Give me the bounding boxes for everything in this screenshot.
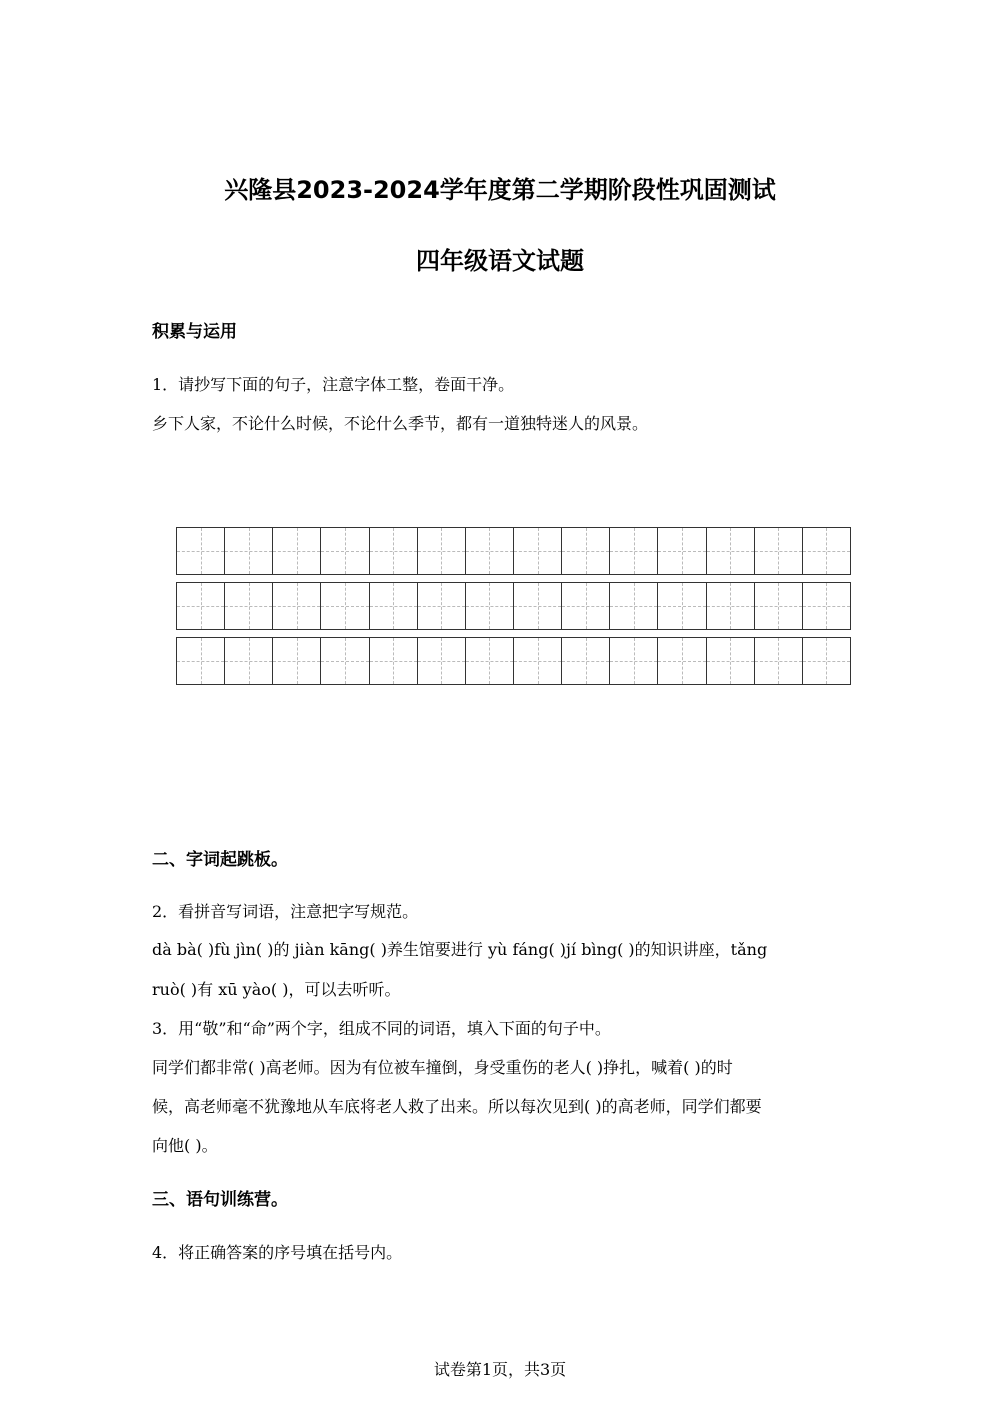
writing-grid-cell[interactable] [562,528,610,574]
question-2-line-1: dà bà( )fù jìn( )的 jiàn kāng( )养生馆要进行 yù fáng( )jí bìng( )的知识讲座，tǎng [152,940,768,959]
writing-grid-cell[interactable] [177,638,225,684]
question-3-line-2: 候，高老师毫不犹豫地从车底将老人救了出来。所以每次见到( )的高老师，同学们都要 [152,1097,762,1116]
question-2-line-2: ruò( )有 xū yào( )，可以去听听。 [152,980,401,999]
question-1-sentence: 乡下人家，不论什么时候，不论什么季节，都有一道独特迷人的风景。 [152,414,649,433]
writing-grid-cell[interactable] [273,583,321,629]
writing-grid-cell[interactable] [418,528,466,574]
writing-grid-cell[interactable] [803,638,850,684]
writing-grid-cell[interactable] [225,638,273,684]
question-3-line-1: 同学们都非常( )高老师。因为有位被车撞倒，身受重伤的老人( )挣扎，喊着( )的时 [152,1058,733,1077]
exam-title: 兴隆县2023-2024学年度第二学期阶段性巩固测试 [224,176,776,204]
section-heading-accumulation: 积累与运用 [152,322,237,342]
exam-subtitle: 四年级语文试题 [416,247,584,275]
writing-grid-cell[interactable] [514,528,562,574]
writing-grid-cell[interactable] [466,638,514,684]
writing-grid-cell[interactable] [418,638,466,684]
writing-grid-cell[interactable] [225,583,273,629]
writing-grid-cell[interactable] [321,583,369,629]
writing-grid-cell[interactable] [610,528,658,574]
writing-grid-row [176,637,851,685]
writing-grid-cell[interactable] [370,583,418,629]
writing-grid-cell[interactable] [514,638,562,684]
writing-grid-cell[interactable] [466,528,514,574]
writing-grid-cell[interactable] [273,638,321,684]
writing-grid-cell[interactable] [514,583,562,629]
writing-grid-cell[interactable] [466,583,514,629]
writing-grid-row [176,527,851,575]
writing-grid-cell[interactable] [562,583,610,629]
writing-grid-cell[interactable] [658,528,706,574]
section-heading-sentences: 三、语句训练营。 [152,1190,288,1210]
writing-grid-cell[interactable] [707,583,755,629]
section-heading-vocabulary: 二、字词起跳板。 [152,850,288,870]
writing-grid-cell[interactable] [610,583,658,629]
question-2-prompt: 2．看拼音写词语，注意把字写规范。 [152,902,419,921]
question-3-prompt: 3．用“敬”和“命”两个字，组成不同的词语，填入下面的句子中。 [152,1019,611,1038]
writing-grid-cell[interactable] [707,638,755,684]
writing-grid-cell[interactable] [273,528,321,574]
writing-grid-cell[interactable] [177,528,225,574]
question-1-prompt: 1．请抄写下面的句子，注意字体工整，卷面干净。 [152,375,515,394]
writing-grid-cell[interactable] [658,583,706,629]
writing-grid-cell[interactable] [755,638,803,684]
question-3-line-3: 向他( )。 [152,1136,218,1155]
writing-grid-cell[interactable] [177,583,225,629]
question-4-prompt: 4．将正确答案的序号填在括号内。 [152,1243,403,1262]
writing-grid-cell[interactable] [803,528,850,574]
writing-grid-cell[interactable] [803,583,850,629]
writing-grid-row [176,582,851,630]
writing-grid-cell[interactable] [755,528,803,574]
page-footer: 试卷第1页，共3页 [433,1360,567,1379]
writing-grid-cell[interactable] [707,528,755,574]
writing-grid-cell[interactable] [418,583,466,629]
writing-grid-cell[interactable] [610,638,658,684]
writing-grid-cell[interactable] [321,638,369,684]
writing-grid-cell[interactable] [370,528,418,574]
writing-grid-cell[interactable] [321,528,369,574]
writing-grid-cell[interactable] [658,638,706,684]
writing-grid-cell[interactable] [755,583,803,629]
writing-grid-cell[interactable] [225,528,273,574]
writing-grid-cell[interactable] [370,638,418,684]
writing-grid-cell[interactable] [562,638,610,684]
